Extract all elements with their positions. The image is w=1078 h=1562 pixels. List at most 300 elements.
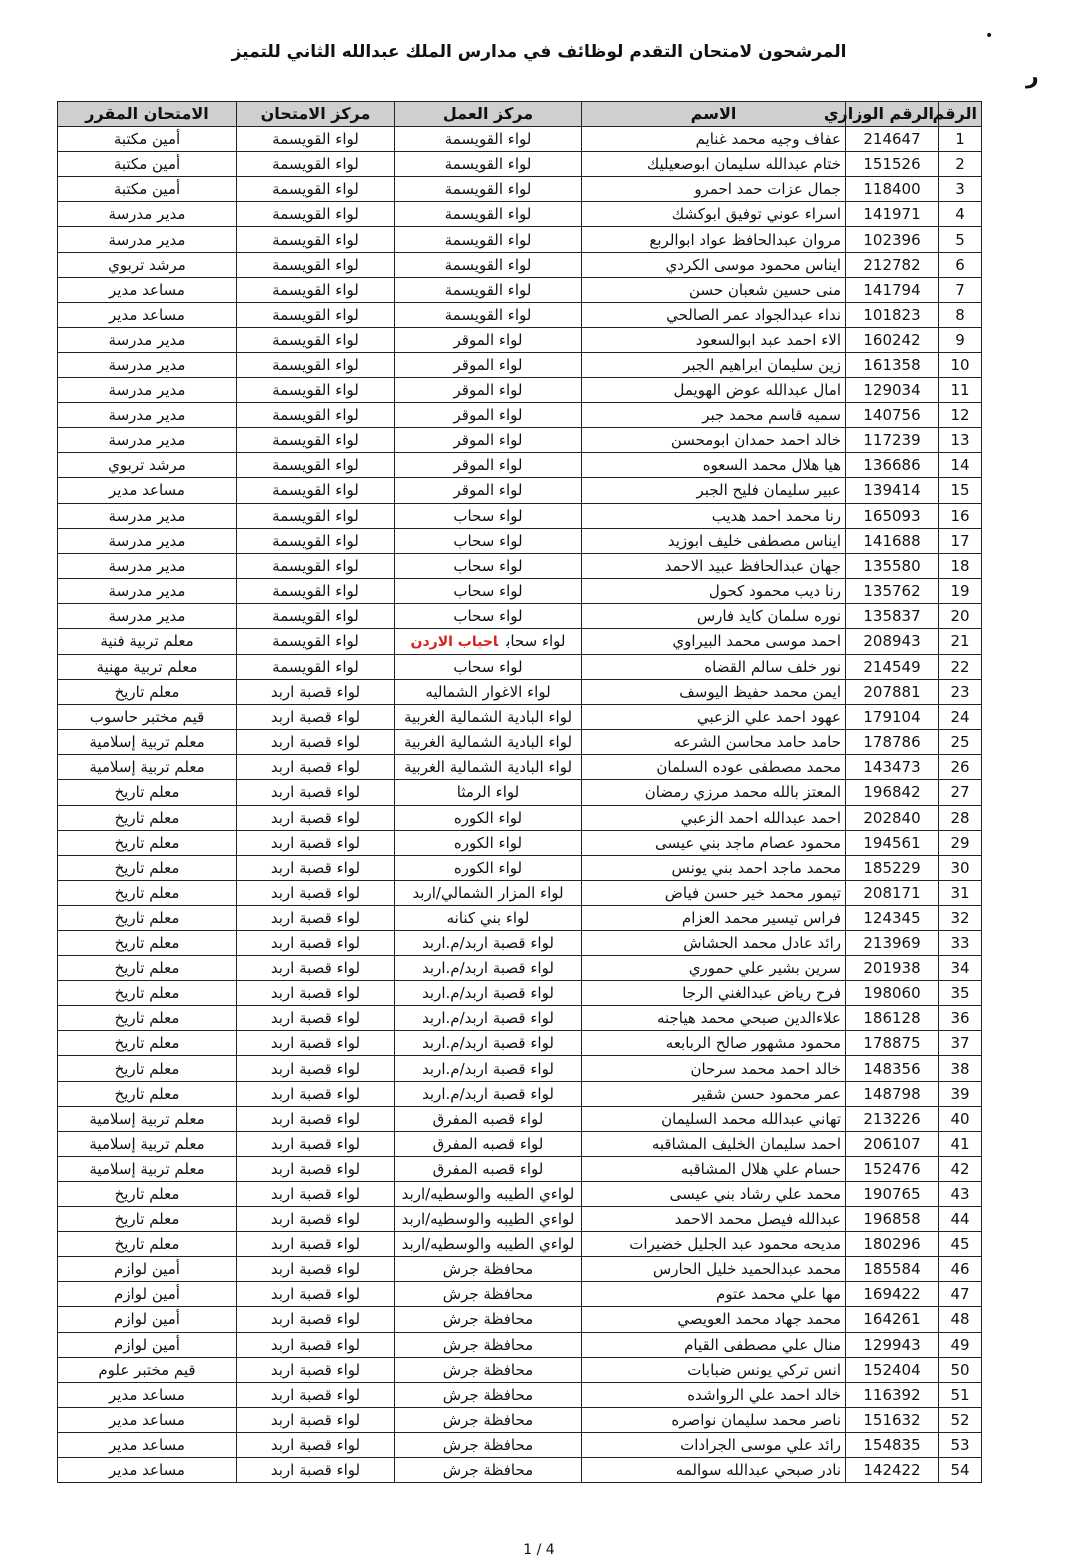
work-center-cell: لواء البادية الشمالية الغربية [395, 730, 582, 755]
work-center-cell: لواء قصبة اربد/م.اربد [395, 1031, 582, 1056]
serial-cell: 49 [939, 1332, 982, 1357]
serial-cell: 9 [939, 327, 982, 352]
serial-cell: 12 [939, 403, 982, 428]
work-center-cell: لواء سحاب [395, 578, 582, 603]
ministry-id-cell: 169422 [846, 1282, 939, 1307]
work-center-cell: لواء القويسمة [395, 252, 582, 277]
serial-cell: 19 [939, 578, 982, 603]
table-row [58, 1131, 982, 1156]
exam-center-cell: لواء قصبة اربد [237, 1181, 395, 1206]
exam-center-cell: لواء قصبة اربد [237, 1207, 395, 1232]
exam-center-cell: لواء قصبة اربد [237, 1382, 395, 1407]
exam-center-cell: لواء قصبة اربد [237, 705, 395, 730]
header-exam-type: الامتحان المقرر [58, 102, 237, 127]
ministry-id-cell: 151632 [846, 1407, 939, 1432]
ministry-id-cell: 160242 [846, 327, 939, 352]
exam-center-cell: لواء قصبة اربد [237, 1257, 395, 1282]
exam-type-cell: معلم تاريخ [58, 1207, 237, 1232]
serial-cell: 45 [939, 1232, 982, 1257]
exam-type-cell: مساعد مدير [58, 1407, 237, 1432]
exam-center-cell: لواء قصبة اربد [237, 755, 395, 780]
exam-type-cell: أمين لوازم [58, 1307, 237, 1332]
exam-center-cell: لواء القويسمة [237, 352, 395, 377]
exam-center-cell: لواء القويسمة [237, 152, 395, 177]
work-center-cell: لواء الكوره [395, 855, 582, 880]
exam-type-cell: أمين مكتبة [58, 127, 237, 152]
ministry-id-cell: 186128 [846, 1006, 939, 1031]
table-row [58, 905, 982, 930]
table-row [58, 730, 982, 755]
work-center-cell: لواءي الطيبه والوسطيه/اربد [395, 1181, 582, 1206]
table-row [58, 378, 982, 403]
exam-center-cell: لواء القويسمة [237, 528, 395, 553]
name-cell: منال علي مصطفى القيام [582, 1332, 846, 1357]
work-center-cell: لواء الرمثا [395, 780, 582, 805]
serial-cell: 52 [939, 1407, 982, 1432]
name-cell: محمد علي رشاد بني عيسى [582, 1181, 846, 1206]
ministry-id-cell: 124345 [846, 905, 939, 930]
serial-cell: 47 [939, 1282, 982, 1307]
ministry-id-cell: 198060 [846, 981, 939, 1006]
ministry-id-cell: 179104 [846, 705, 939, 730]
table-row [58, 302, 982, 327]
exam-center-cell: لواء القويسمة [237, 177, 395, 202]
exam-center-cell: لواء قصبة اربد [237, 1081, 395, 1106]
serial-cell: 44 [939, 1207, 982, 1232]
serial-cell: 16 [939, 503, 982, 528]
exam-center-cell: لواء قصبة اربد [237, 780, 395, 805]
exam-type-cell: قيم مختبر حاسوب [58, 705, 237, 730]
exam-type-cell: معلم تاريخ [58, 880, 237, 905]
table-row [58, 428, 982, 453]
exam-type-cell: مدير مدرسة [58, 528, 237, 553]
work-center-cell: محافظة جرش [395, 1357, 582, 1382]
page-number: 1 / 4 [523, 1542, 555, 1558]
work-center-cell: لواء الكوره [395, 805, 582, 830]
table-row [58, 855, 982, 880]
work-center-cell: محافظة جرش [395, 1382, 582, 1407]
serial-cell: 23 [939, 680, 982, 705]
exam-type-cell: مدير مدرسة [58, 352, 237, 377]
ministry-id-cell: 213226 [846, 1106, 939, 1131]
ministry-id-cell: 208171 [846, 880, 939, 905]
work-center-cell: لواء الموقر [395, 453, 582, 478]
serial-cell: 42 [939, 1156, 982, 1181]
serial-cell: 51 [939, 1382, 982, 1407]
exam-center-cell: لواء القويسمة [237, 453, 395, 478]
exam-center-cell: لواء قصبة اربد [237, 805, 395, 830]
name-cell: خالد احمد حمدان ابومحسن [582, 428, 846, 453]
exam-type-cell: مدير مدرسة [58, 227, 237, 252]
serial-cell: 36 [939, 1006, 982, 1031]
ministry-id-cell: 161358 [846, 352, 939, 377]
serial-cell: 29 [939, 830, 982, 855]
work-center-cell: لواء سحاب [395, 503, 582, 528]
table-row [58, 805, 982, 830]
exam-center-cell: لواء قصبة اربد [237, 1131, 395, 1156]
serial-cell: 28 [939, 805, 982, 830]
name-cell: ايناس محمود موسى الكردي [582, 252, 846, 277]
ministry-id-cell: 165093 [846, 503, 939, 528]
table-row [58, 1232, 982, 1257]
table-row [58, 1332, 982, 1357]
name-cell: ختام عبدالله سليمان ابوصعيليك [582, 152, 846, 177]
name-cell: رائد علي موسى الجرادات [582, 1432, 846, 1457]
exam-type-cell: مدير مدرسة [58, 603, 237, 628]
table-row [58, 1156, 982, 1181]
exam-center-cell: لواء القويسمة [237, 277, 395, 302]
name-cell: عبير سليمان فليح الجبر [582, 478, 846, 503]
name-cell: احمد موسى محمد البيراوي [582, 628, 846, 654]
corner-dot-mark: • [985, 28, 994, 44]
serial-cell: 53 [939, 1432, 982, 1457]
exam-center-cell: لواء القويسمة [237, 378, 395, 403]
ministry-id-cell: 143473 [846, 755, 939, 780]
ministry-id-cell: 151526 [846, 152, 939, 177]
name-cell: مديحه محمود عبد الجليل خضيرات [582, 1232, 846, 1257]
exam-type-cell: معلم تاريخ [58, 780, 237, 805]
work-center-cell: لواء الموقر [395, 327, 582, 352]
serial-cell: 25 [939, 730, 982, 755]
name-cell: تهاني عبدالله محمد السليمان [582, 1106, 846, 1131]
work-center-cell: لواء سحاب [395, 528, 582, 553]
table-row [58, 553, 982, 578]
work-center-cell: لواء قصبة اربد/م.اربد [395, 981, 582, 1006]
exam-center-cell: لواء القويسمة [237, 327, 395, 352]
header-name: الاسم [582, 102, 846, 127]
name-cell: الاء احمد عبد ابوالسعود [582, 327, 846, 352]
work-center-cell: لواء الموقر [395, 403, 582, 428]
ministry-id-cell: 135837 [846, 603, 939, 628]
work-center-cell: لواء بني كنانه [395, 905, 582, 930]
serial-cell: 3 [939, 177, 982, 202]
serial-cell: 14 [939, 453, 982, 478]
ministry-id-cell: 136686 [846, 453, 939, 478]
name-cell: رنا محمد احمد هديب [582, 503, 846, 528]
table-row [58, 528, 982, 553]
work-center-cell: محافظة جرش [395, 1307, 582, 1332]
name-cell: مها علي محمد عتوم [582, 1282, 846, 1307]
serial-cell: 5 [939, 227, 982, 252]
serial-cell: 40 [939, 1106, 982, 1131]
serial-cell: 38 [939, 1056, 982, 1081]
exam-center-cell: لواء قصبة اربد [237, 1031, 395, 1056]
serial-cell: 33 [939, 931, 982, 956]
name-cell: نادر صبحي عبدالله سوالمه [582, 1457, 846, 1482]
serial-cell: 11 [939, 378, 982, 403]
ministry-id-cell: 152404 [846, 1357, 939, 1382]
work-center-cell: لواء قصبة اربد/م.اربد [395, 1081, 582, 1106]
exam-center-cell: لواء القويسمة [237, 603, 395, 628]
name-cell: زين سليمان ابراهيم الجبر [582, 352, 846, 377]
exam-type-cell: معلم تاريخ [58, 981, 237, 1006]
exam-center-cell: لواء القويسمة [237, 202, 395, 227]
work-center-cell: لواء قصبة اربد/م.اربد [395, 1056, 582, 1081]
name-cell: خالد احمد محمد سرحان [582, 1056, 846, 1081]
name-cell: انس تركي يونس ضبابات [582, 1357, 846, 1382]
exam-type-cell: معلم تربية إسلامية [58, 730, 237, 755]
serial-cell: 18 [939, 553, 982, 578]
table-row [58, 1257, 982, 1282]
work-center-cell: محافظة جرش [395, 1332, 582, 1357]
exam-type-cell: معلم تاريخ [58, 1081, 237, 1106]
exam-center-cell: لواء قصبة اربد [237, 1357, 395, 1382]
serial-cell: 20 [939, 603, 982, 628]
serial-cell: 21 [939, 628, 982, 654]
exam-center-cell: لواء القويسمة [237, 478, 395, 503]
serial-cell: 15 [939, 478, 982, 503]
table-row [58, 680, 982, 705]
exam-center-cell: لواء قصبة اربد [237, 1282, 395, 1307]
ministry-id-cell: 178875 [846, 1031, 939, 1056]
ministry-id-cell: 152476 [846, 1156, 939, 1181]
table-row [58, 277, 982, 302]
ministry-id-cell: 102396 [846, 227, 939, 252]
name-cell: اسراء عوني توفيق ابوكشك [582, 202, 846, 227]
exam-center-cell: لواء قصبة اربد [237, 1106, 395, 1131]
work-center-cell: لواء الموقر [395, 478, 582, 503]
table-row [58, 830, 982, 855]
exam-type-cell: معلم تاريخ [58, 956, 237, 981]
work-center-cell: لواء المزار الشمالي/اربد [395, 880, 582, 905]
table-row [58, 880, 982, 905]
table-row [58, 202, 982, 227]
header-work-center: مركز العمل [395, 102, 582, 127]
table-row [58, 780, 982, 805]
table-row [58, 1382, 982, 1407]
serial-cell: 37 [939, 1031, 982, 1056]
ministry-id-cell: 214647 [846, 127, 939, 152]
ministry-id-cell: 140756 [846, 403, 939, 428]
exam-type-cell: معلم تاريخ [58, 680, 237, 705]
serial-cell: 35 [939, 981, 982, 1006]
exam-type-cell: مدير مدرسة [58, 202, 237, 227]
name-cell: عبدالله فيصل محمد الاحمد [582, 1207, 846, 1232]
ministry-id-cell: 148798 [846, 1081, 939, 1106]
name-cell: ايناس مصطفى خليف ابوزيد [582, 528, 846, 553]
work-center-cell: لواء الموقر [395, 428, 582, 453]
table-row [58, 956, 982, 981]
table-row [58, 1307, 982, 1332]
exam-center-cell: لواء القويسمة [237, 302, 395, 327]
exam-center-cell: لواء القويسمة [237, 628, 395, 654]
work-center-cell: لواء القويسمة [395, 127, 582, 152]
exam-center-cell: لواء القويسمة [237, 578, 395, 603]
exam-center-cell: لواء قصبة اربد [237, 1056, 395, 1081]
serial-cell: 34 [939, 956, 982, 981]
exam-type-cell: معلم تاريخ [58, 1232, 237, 1257]
work-center-cell: لواء الاغوار الشماليه [395, 680, 582, 705]
name-cell: محمود مشهور صالح الربابعه [582, 1031, 846, 1056]
ministry-id-cell: 180296 [846, 1232, 939, 1257]
exam-center-cell: لواء قصبة اربد [237, 1432, 395, 1457]
work-center-cell: لواء سحاباحباب الاردن [395, 628, 582, 654]
exam-center-cell: لواء قصبة اربد [237, 905, 395, 930]
work-center-cell: لواء القويسمة [395, 177, 582, 202]
watermark-text: احباب الاردن [410, 633, 499, 650]
work-center-cell: محافظة جرش [395, 1432, 582, 1457]
ministry-id-cell: 154835 [846, 1432, 939, 1457]
serial-cell: 27 [939, 780, 982, 805]
exam-center-cell: لواء قصبة اربد [237, 1457, 395, 1482]
exam-center-cell: لواء قصبة اربد [237, 830, 395, 855]
exam-center-cell: لواء قصبة اربد [237, 880, 395, 905]
exam-type-cell: معلم تاريخ [58, 905, 237, 930]
ministry-id-cell: 201938 [846, 956, 939, 981]
candidates-table [57, 101, 982, 1483]
work-center-cell: لواء قصبة اربد/م.اربد [395, 956, 582, 981]
name-cell: عمر محمود حسن شقير [582, 1081, 846, 1106]
serial-cell: 48 [939, 1307, 982, 1332]
table-row [58, 1282, 982, 1307]
work-center-cell: لواء سحاب [395, 654, 582, 679]
name-cell: عفاف وجيه محمد غنايم [582, 127, 846, 152]
ministry-id-cell: 202840 [846, 805, 939, 830]
table-row [58, 453, 982, 478]
exam-center-cell: لواء قصبة اربد [237, 1332, 395, 1357]
table-row [58, 1031, 982, 1056]
work-center-cell: لواء سحاب [395, 553, 582, 578]
ministry-id-cell: 141971 [846, 202, 939, 227]
ministry-id-cell: 212782 [846, 252, 939, 277]
table-row [58, 403, 982, 428]
exam-type-cell: معلم تربية إسلامية [58, 1156, 237, 1181]
exam-center-cell: لواء القويسمة [237, 252, 395, 277]
table-row [58, 227, 982, 252]
name-cell: محمد ماجد احمد بني يونس [582, 855, 846, 880]
ministry-id-cell: 135580 [846, 553, 939, 578]
exam-type-cell: معلم تاريخ [58, 1056, 237, 1081]
work-center-cell: لواء قصبة اربد/م.اربد [395, 1006, 582, 1031]
exam-type-cell: معلم تربية فنية [58, 628, 237, 654]
ministry-id-cell: 117239 [846, 428, 939, 453]
table-row [58, 1106, 982, 1131]
exam-type-cell: معلم تاريخ [58, 931, 237, 956]
serial-cell: 13 [939, 428, 982, 453]
serial-cell: 4 [939, 202, 982, 227]
ministry-id-cell: 129943 [846, 1332, 939, 1357]
exam-type-cell: معلم تربية إسلامية [58, 1106, 237, 1131]
work-center-cell: لواء البادية الشمالية الغربية [395, 755, 582, 780]
work-center-cell: محافظة جرش [395, 1282, 582, 1307]
exam-type-cell: معلم تاريخ [58, 830, 237, 855]
exam-center-cell: لواء قصبة اربد [237, 1307, 395, 1332]
serial-cell: 10 [939, 352, 982, 377]
ministry-id-cell: 101823 [846, 302, 939, 327]
table-row [58, 603, 982, 628]
name-cell: حسام علي هلال المشاقبه [582, 1156, 846, 1181]
name-cell: جمال عزات حمد احمرو [582, 177, 846, 202]
name-cell: مروان عبدالحافظ عواد ابوالربع [582, 227, 846, 252]
ministry-id-cell: 185229 [846, 855, 939, 880]
exam-type-cell: معلم تاريخ [58, 1031, 237, 1056]
table-row [58, 252, 982, 277]
name-cell: حامد حامد محاسن الشرعه [582, 730, 846, 755]
table-row [58, 628, 982, 654]
name-cell: احمد سليمان الخليف المشاقبه [582, 1131, 846, 1156]
exam-center-cell: لواء القويسمة [237, 127, 395, 152]
exam-center-cell: لواء قصبة اربد [237, 1156, 395, 1181]
serial-cell: 1 [939, 127, 982, 152]
name-cell: تيمور محمد خير حسن فياض [582, 880, 846, 905]
ministry-id-cell: 190765 [846, 1181, 939, 1206]
serial-cell: 22 [939, 654, 982, 679]
serial-cell: 43 [939, 1181, 982, 1206]
table-row [58, 981, 982, 1006]
name-cell: ناصر محمد سليمان نواصره [582, 1407, 846, 1432]
serial-cell: 8 [939, 302, 982, 327]
ministry-id-cell: 208943 [846, 628, 939, 654]
exam-center-cell: لواء قصبة اربد [237, 680, 395, 705]
name-cell: المعتز بالله محمد مرزي رمضان [582, 780, 846, 805]
header-exam-center: مركز الامتحان [237, 102, 395, 127]
exam-center-cell: لواء القويسمة [237, 503, 395, 528]
exam-center-cell: لواء قصبة اربد [237, 981, 395, 1006]
ministry-id-cell: 139414 [846, 478, 939, 503]
ministry-id-cell: 213969 [846, 931, 939, 956]
ministry-id-cell: 141688 [846, 528, 939, 553]
table-row [58, 755, 982, 780]
name-cell: رنا ديب محمود كحول [582, 578, 846, 603]
exam-center-cell: لواء القويسمة [237, 553, 395, 578]
header-serial: الرقم [939, 102, 982, 127]
work-center-cell: لواء البادية الشمالية الغربية [395, 705, 582, 730]
exam-center-cell: لواء القويسمة [237, 654, 395, 679]
table-row [58, 1357, 982, 1382]
serial-cell: 41 [939, 1131, 982, 1156]
exam-type-cell: أمين لوازم [58, 1257, 237, 1282]
exam-type-cell: مساعد مدير [58, 277, 237, 302]
exam-type-cell: مدير مدرسة [58, 503, 237, 528]
ministry-id-cell: 178786 [846, 730, 939, 755]
ministry-id-cell: 141794 [846, 277, 939, 302]
table-row [58, 931, 982, 956]
exam-type-cell: معلم تربية مهنية [58, 654, 237, 679]
name-cell: نور خلف سالم القضاه [582, 654, 846, 679]
ministry-id-cell: 116392 [846, 1382, 939, 1407]
exam-type-cell: معلم تربية إسلامية [58, 755, 237, 780]
table-row [58, 1181, 982, 1206]
work-center-cell: لواء قصبه المفرق [395, 1106, 582, 1131]
work-center-cell: لواء الكوره [395, 830, 582, 855]
name-cell: احمد عبدالله احمد الزعبي [582, 805, 846, 830]
table-row [58, 1432, 982, 1457]
name-cell: ايمن محمد حفيظ اليوسف [582, 680, 846, 705]
serial-cell: 26 [939, 755, 982, 780]
exam-type-cell: أمين لوازم [58, 1282, 237, 1307]
table-row [58, 1207, 982, 1232]
exam-center-cell: لواء القويسمة [237, 403, 395, 428]
serial-cell: 6 [939, 252, 982, 277]
table-row [58, 1081, 982, 1106]
work-center-cell: لواء سحاب [395, 603, 582, 628]
table-row [58, 1006, 982, 1031]
exam-center-cell: لواء قصبة اربد [237, 1232, 395, 1257]
name-cell: محمود عصام ماجد بني عيسى [582, 830, 846, 855]
serial-cell: 17 [939, 528, 982, 553]
exam-center-cell: لواء قصبة اربد [237, 1407, 395, 1432]
table-row [58, 1056, 982, 1081]
work-center-cell: لواء الموقر [395, 378, 582, 403]
exam-type-cell: مدير مدرسة [58, 428, 237, 453]
exam-type-cell: أمين مكتبة [58, 152, 237, 177]
table-row [58, 177, 982, 202]
serial-cell: 39 [939, 1081, 982, 1106]
exam-type-cell: مساعد مدير [58, 1432, 237, 1457]
ministry-id-cell: 207881 [846, 680, 939, 705]
work-center-cell: محافظة جرش [395, 1407, 582, 1432]
exam-center-cell: لواء قصبة اربد [237, 956, 395, 981]
